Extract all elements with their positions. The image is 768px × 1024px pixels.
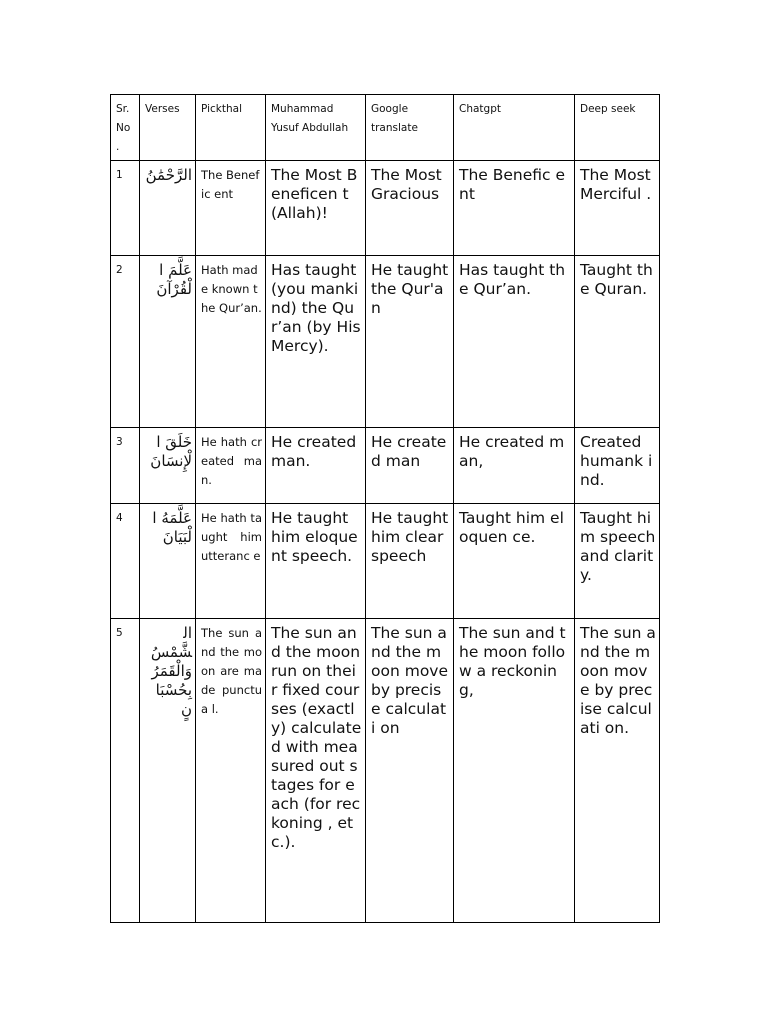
header-deepseek: Deep seek: [575, 95, 660, 161]
header-row: [111, 95, 660, 161]
cell-yusuf: The Most Beneficen t (Allah)!: [266, 161, 366, 256]
header-google: Google translate: [366, 95, 454, 161]
cell-deepseek: Taught the Quran.: [575, 256, 660, 428]
cell-pickthal: Hath made known the Qur’an.: [196, 256, 266, 428]
cell-google: The sun and the moon move by precise calculati on: [366, 619, 454, 923]
cell-yusuf: He created man.: [266, 428, 366, 504]
translation-comparison-table: [110, 94, 660, 923]
cell-verse: الرَّحْمَٰنُ: [140, 161, 196, 256]
cell-sr: 4: [111, 504, 140, 619]
cell-yusuf: The sun and the moon run on their fixed courses (exactly) calculate d with measured out stages for each (for reckoning , etc.).: [266, 619, 366, 923]
cell-deepseek: The sun and the moon move by precise calculati on.: [575, 619, 660, 923]
cell-pickthal: He hath taught him utteranc e: [196, 504, 266, 619]
header-yusuf: Muhammad Yusuf Abdullah: [266, 95, 366, 161]
cell-deepseek: The Most Merciful .: [575, 161, 660, 256]
cell-sr: 5: [111, 619, 140, 923]
cell-yusuf: Has taught (you mankind) the Qur’an (by His Mercy).: [266, 256, 366, 428]
cell-google: He taught the Qur'an: [366, 256, 454, 428]
cell-yusuf: He taught him eloquent speech.: [266, 504, 366, 619]
table-row: [111, 619, 660, 923]
cell-sr: 1: [111, 161, 140, 256]
header-chatgpt: Chatgpt: [454, 95, 575, 161]
cell-deepseek: Taught him speech and clarity.: [575, 504, 660, 619]
cell-pickthal: The sun and the moon are made punctua l.: [196, 619, 266, 923]
cell-sr: 3: [111, 428, 140, 504]
cell-pickthal: The Benefic ent: [196, 161, 266, 256]
table-row: [111, 504, 660, 619]
cell-verse: عَلَّمَهُ الْبَيَانَ: [140, 504, 196, 619]
cell-chatgpt: The Benefic ent: [454, 161, 575, 256]
cell-pickthal: He hath created man.: [196, 428, 266, 504]
header-sr: Sr. No .: [111, 95, 140, 161]
cell-verse: الشَّمْسُ وَالْقَمَرُ بِحُسْبَانٍ: [140, 619, 196, 923]
header-verses: Verses: [140, 95, 196, 161]
table-row: [111, 428, 660, 504]
header-pickthal: Pickthal: [196, 95, 266, 161]
cell-google: He taught him clear speech: [366, 504, 454, 619]
cell-chatgpt: Has taught the Qur’an.: [454, 256, 575, 428]
cell-verse: خَلَقَ الْإِنسَانَ: [140, 428, 196, 504]
cell-google: He created man: [366, 428, 454, 504]
table-row: [111, 161, 660, 256]
table-row: [111, 256, 660, 428]
cell-chatgpt: He created man,: [454, 428, 575, 504]
cell-deepseek: Created humank ind.: [575, 428, 660, 504]
cell-verse: عَلَّمَ الْقُرْآنَ: [140, 256, 196, 428]
cell-chatgpt: The sun and the moon follow a reckonin g,: [454, 619, 575, 923]
cell-google: The Most Gracious: [366, 161, 454, 256]
cell-chatgpt: Taught him eloquen ce.: [454, 504, 575, 619]
cell-sr: 2: [111, 256, 140, 428]
